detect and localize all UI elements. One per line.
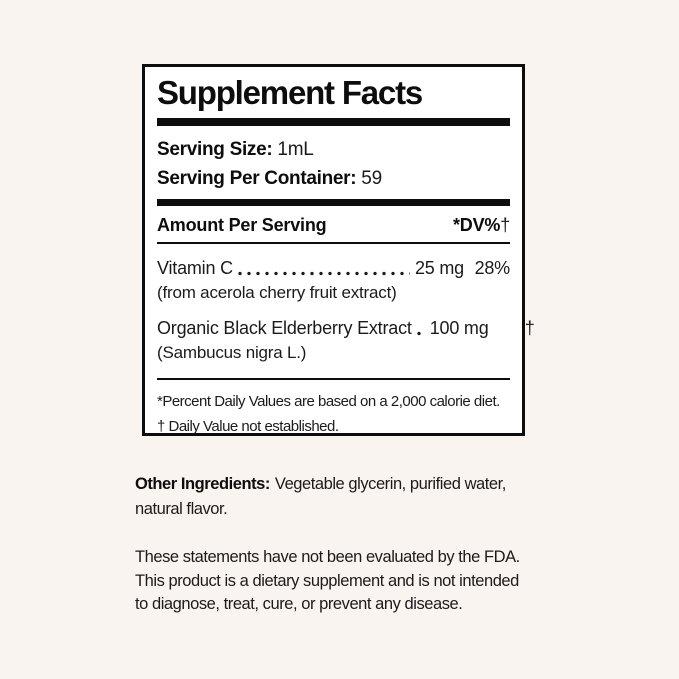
serving-size-label: Serving Size: (157, 139, 273, 160)
supplement-facts-title: Supplement Facts (157, 74, 423, 111)
other-ingredients-label: Other Ingredients: (135, 475, 270, 493)
dot-leader (417, 331, 425, 336)
other-ingredients-text-line1: Vegetable glycerin, purified water, (274, 475, 506, 493)
other-ingredients-section (135, 472, 575, 522)
fda-disclaimer (135, 546, 575, 617)
amount-per-serving-label: Amount Per Serving (157, 215, 327, 235)
other-ingredients-line1 (135, 472, 575, 497)
divider-thick-top (157, 118, 510, 126)
footnote-percent-dv: *Percent Daily Values are based on a 2,000 calorie diet. (157, 393, 500, 410)
dv-header-label: *DV% (452, 215, 501, 235)
footnote-dagger: † Daily Value not established. (157, 418, 339, 435)
nutrient-note-elderberry: (Sambucus nigra L.) (157, 343, 307, 362)
dot-leader (238, 271, 410, 276)
divider-thin-above-footnotes (157, 378, 510, 380)
nutrient-name: Organic Black Elderberry Extract (157, 318, 412, 338)
disclaimer-line1: These statements have not been evaluated by the FDA. (135, 548, 520, 566)
nutrient-note-vitamin-c: (from acerola cherry fruit extract) (157, 283, 397, 302)
supplement-facts-panel (142, 64, 535, 436)
nutrient-row-elderberry (157, 316, 535, 340)
amount-per-serving-header (157, 206, 510, 242)
serving-size-value: 1mL (277, 139, 314, 160)
nutrient-amount: 100 mg (429, 318, 489, 338)
servings-per-container-label: Serving Per Container: (157, 168, 357, 189)
divider-thin-under-header (157, 242, 510, 244)
disclaimer-line2: This product is a dietary supplement and is not intended (135, 571, 519, 590)
serving-size-line (157, 135, 510, 164)
divider-thick-middle (157, 199, 510, 206)
footnotes (157, 389, 510, 439)
nutrient-dv: † (524, 318, 535, 338)
other-ingredients-line2: natural flavor. (135, 500, 228, 518)
servings-per-container-value: 59 (361, 168, 382, 189)
nutrient-amount: 25 mg (414, 258, 464, 278)
serving-info (157, 135, 510, 193)
nutrient-row-vitamin-c (157, 256, 510, 280)
nutrient-name: Vitamin C (157, 258, 233, 278)
dv-column-header (453, 215, 510, 236)
nutrient-dv: 28% (474, 258, 510, 278)
dv-header-dagger: † (500, 215, 510, 235)
servings-per-container-line (157, 164, 510, 193)
disclaimer-line3: to diagnose, treat, cure, or prevent any disease. (135, 595, 463, 613)
